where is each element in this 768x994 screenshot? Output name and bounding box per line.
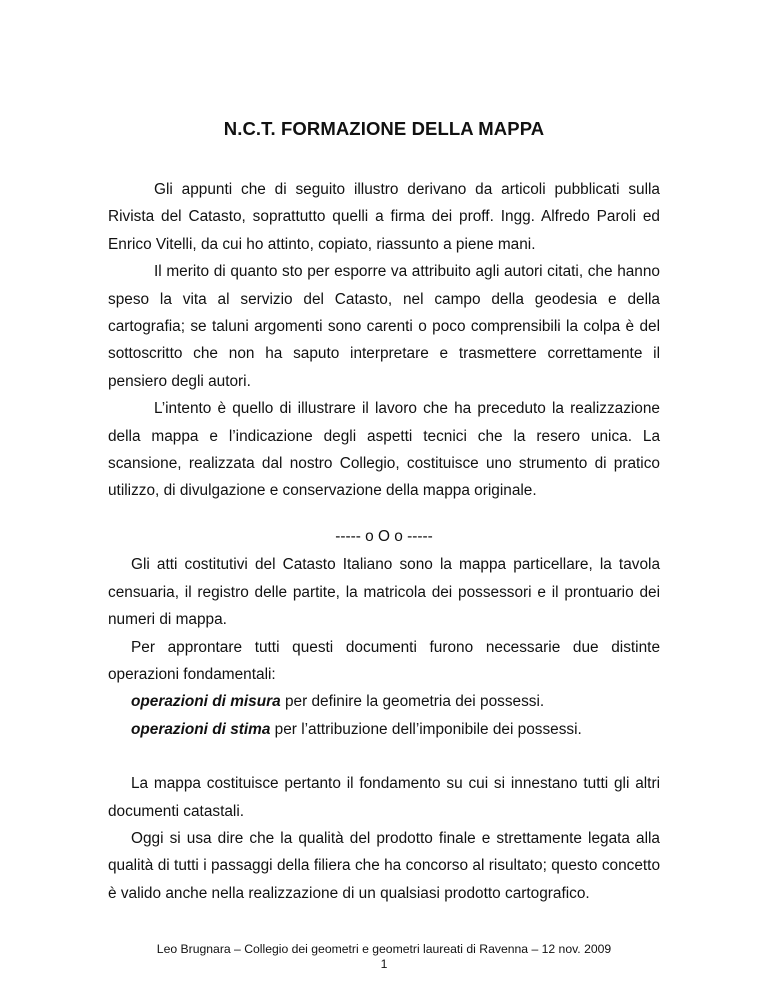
paragraph-operations-intro: Per approntare tutti questi documenti furono necessarie due distinte operazioni fondamentali: [108,638,660,683]
operation-desc-measure: per definire la geometria dei possessi. [280,693,545,711]
paragraph-cadastre-acts: Gli atti costitutivi del Catasto Italiano sono la mappa particellare, la tavola censuaria, il registro delle partite, la matricola dei possessori e il prontuario dei numeri di mappa. [108,556,660,629]
document-title: N.C.T. FORMAZIONE DELLA MAPPA [223,118,545,139]
section-divider: ----- o O o ----- [335,527,433,545]
page-footer [108,942,660,972]
operation-item-measure [108,688,660,715]
operation-term-measure: operazioni di misura [131,693,281,711]
paragraph-map-foundation: La mappa costituisce pertanto il fondamento su cui si innestano tutti gli altri documenti catastali. [108,775,660,820]
page-number: 1 [380,957,388,971]
intro-paragraph-merit: Il merito di quanto sto per esporre va attribuito agli autori citati, che hanno speso la vita al servizio del Catasto, nel campo della geodesia e della cartografia; se taluni argomenti sono carenti o poco comprensibili la colpa è del sottoscritto che non ha saputo interpretare e trasmettere correttamente il pensiero degli autori. [108,263,660,390]
paragraph-spacer [108,743,660,770]
paragraph-quality: Oggi si usa dire che la qualità del prodotto finale e strettamente legata alla qualità di tutti i passaggi della filiera che ha concorso al risultato; questo concetto è valido anche nella realizzazione di un qualsiasi prodotto cartografico. [108,829,660,902]
operation-item-estimate [108,716,660,743]
footer-author-line: Leo Brugnara – Collegio dei geometri e geometri laureati di Ravenna – 12 nov. 2009 [156,942,612,956]
operation-term-estimate: operazioni di stima [131,720,271,738]
intro-paragraph-intent: L’intento è quello di illustrare il lavoro che ha preceduto la realizzazione della mappa e l’indicazione degli aspetti tecnici che la resero unica. La scansione, realizzata dal nostro Collegio, costituisce uno strumento di pratico utilizzo, di divulgazione e conservazione della mappa originale. [108,400,660,500]
intro-paragraph-sources: Gli appunti che di seguito illustro derivano da articoli pubblicati sulla Rivista del Catasto, soprattutto quelli a firma dei proff. Ingg. Alfredo Paroli ed Enrico Vitelli, da cui ho attinto, copiato, riassunto a piene mani. [108,181,660,253]
document-body [108,176,660,907]
operation-desc-estimate: per l’attribuzione dell’imponibile dei possessi. [270,720,582,738]
document-page [108,0,660,994]
